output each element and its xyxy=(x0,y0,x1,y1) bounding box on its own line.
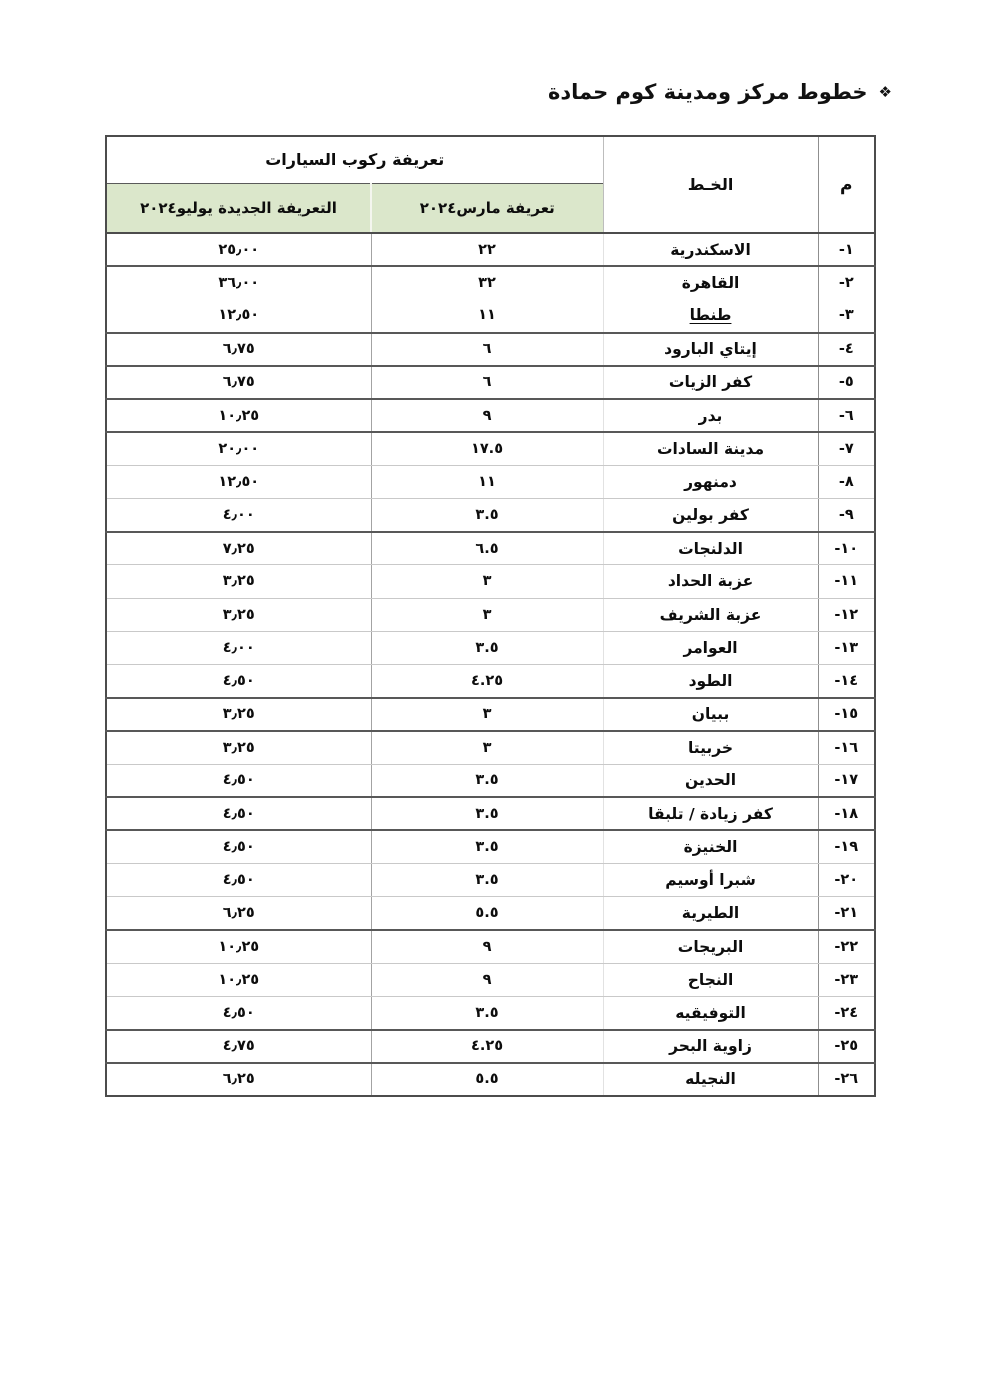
line-name-cell: مدينة السادات xyxy=(603,432,818,465)
table-row xyxy=(106,333,875,366)
table-row xyxy=(106,366,875,399)
table-row xyxy=(106,565,875,598)
july-fare-cell: ٣٫٢٥ xyxy=(106,731,371,764)
col-header-number: م xyxy=(818,136,875,233)
diamond-bullet-icon: ❖ xyxy=(878,82,892,101)
march-fare-cell: ١٧.٥ xyxy=(371,432,603,465)
row-number-cell: -٣ xyxy=(818,299,875,332)
page-title-text: خطوط مركز ومدينة كوم حمادة xyxy=(547,80,868,104)
march-fare-cell: ٢٢ xyxy=(371,233,603,266)
july-fare-cell: ٢٥٫٠٠ xyxy=(106,233,371,266)
july-fare-cell: ٣٫٢٥ xyxy=(106,565,371,598)
row-number-cell: -١٢ xyxy=(818,598,875,631)
table-row xyxy=(106,1030,875,1063)
table-row xyxy=(106,266,875,299)
line-name-cell: القاهرة xyxy=(603,266,818,299)
row-number-cell: -١٣ xyxy=(818,631,875,664)
march-fare-cell: ٤.٢٥ xyxy=(371,1030,603,1063)
line-name-cell: الطيرية xyxy=(603,897,818,930)
july-fare-cell: ١٢٫٥٠ xyxy=(106,465,371,498)
july-fare-cell: ٤٫٠٠ xyxy=(106,631,371,664)
row-number-cell: -٦ xyxy=(818,399,875,432)
table-row xyxy=(106,432,875,465)
march-fare-cell: ٣.٥ xyxy=(371,764,603,797)
table-row xyxy=(106,764,875,797)
row-number-cell: -٢٦ xyxy=(818,1063,875,1096)
col-header-line: الخـط xyxy=(603,136,818,233)
july-fare-cell: ٤٫٥٠ xyxy=(106,830,371,863)
row-number-cell: -١١ xyxy=(818,565,875,598)
row-number-cell: -١٨ xyxy=(818,797,875,830)
fare-table-header xyxy=(106,136,875,233)
march-fare-cell: ٣ xyxy=(371,598,603,631)
line-name-cell: الطود xyxy=(603,664,818,697)
march-fare-cell: ٩ xyxy=(371,963,603,996)
line-name-cell: خربيتا xyxy=(603,731,818,764)
row-number-cell: -٢ xyxy=(818,266,875,299)
line-name-cell: كفر زيادة / تلبقا xyxy=(603,797,818,830)
july-fare-cell: ١٠٫٢٥ xyxy=(106,399,371,432)
line-name-cell: ببيان xyxy=(603,698,818,731)
row-number-cell: -١٧ xyxy=(818,764,875,797)
row-number-cell: -١٠ xyxy=(818,532,875,565)
line-name-cell: دمنهور xyxy=(603,465,818,498)
table-row xyxy=(106,499,875,532)
line-name-cell: كفر بولين xyxy=(603,499,818,532)
march-fare-cell: ٤.٢٥ xyxy=(371,664,603,697)
row-number-cell: -٢٢ xyxy=(818,930,875,963)
line-name-cell: شبرا أوسيم xyxy=(603,864,818,897)
line-name-cell: النجاح xyxy=(603,963,818,996)
july-fare-cell: ٤٫٥٠ xyxy=(106,996,371,1029)
row-number-cell: -٧ xyxy=(818,432,875,465)
col-header-march-2024: تعريفة مارس٢٠٢٤ xyxy=(371,183,603,233)
row-number-cell: -١٥ xyxy=(818,698,875,731)
march-fare-cell: ٦ xyxy=(371,333,603,366)
table-row xyxy=(106,1063,875,1096)
fare-table-body xyxy=(106,233,875,1096)
header-row-1 xyxy=(106,136,875,183)
table-row xyxy=(106,996,875,1029)
july-fare-cell: ٤٫٥٠ xyxy=(106,664,371,697)
march-fare-cell: ٣٢ xyxy=(371,266,603,299)
july-fare-cell: ٢٠٫٠٠ xyxy=(106,432,371,465)
page-title xyxy=(548,80,892,104)
march-fare-cell: ٥.٥ xyxy=(371,897,603,930)
july-fare-cell: ٦٫٢٥ xyxy=(222,1071,255,1088)
line-name-cell: الحدين xyxy=(603,764,818,797)
march-fare-cell: ٣ xyxy=(371,698,603,731)
march-fare-cell: ٣.٥ xyxy=(371,499,603,532)
row-number-cell: -١ xyxy=(818,233,875,266)
july-fare-cell: ١٠٫٢٥ xyxy=(106,963,371,996)
march-fare-cell: ٣ xyxy=(371,565,603,598)
row-number-cell: -٥ xyxy=(818,366,875,399)
july-fare-cell: ٦٫٧٥ xyxy=(106,333,371,366)
table-row xyxy=(106,299,875,332)
line-name-cell: الدلنجات xyxy=(603,532,818,565)
march-fare-cell: ٩ xyxy=(371,930,603,963)
table-row xyxy=(106,233,875,266)
march-fare-cell: ١١ xyxy=(371,465,603,498)
row-number-cell: -٢٤ xyxy=(818,996,875,1029)
july-fare-cell: ٦٫٧٥ xyxy=(106,366,371,399)
table-row xyxy=(106,731,875,764)
table-row xyxy=(106,698,875,731)
july-fare-cell: ٤٫٥٠ xyxy=(106,864,371,897)
row-number-cell: -٤ xyxy=(818,333,875,366)
july-fare-cell: ٦٫٢٥ xyxy=(106,897,371,930)
march-fare-cell: ٣.٥ xyxy=(371,631,603,664)
table-row xyxy=(106,963,875,996)
table-row xyxy=(106,532,875,565)
table-row xyxy=(106,930,875,963)
line-name-cell: عزبة الحداد xyxy=(603,565,818,598)
march-fare-cell: ٣.٥ xyxy=(371,830,603,863)
row-number-cell: -٢٣ xyxy=(818,963,875,996)
july-fare-cell: ٣٫٢٥ xyxy=(106,698,371,731)
table-row xyxy=(106,897,875,930)
line-name-cell: البريجات xyxy=(603,930,818,963)
line-name-cell: زاوية البحر xyxy=(603,1030,818,1063)
row-number-cell: -٩ xyxy=(818,499,875,532)
row-number-cell: -٨ xyxy=(818,465,875,498)
march-fare-cell: ٥.٥ xyxy=(371,1063,603,1096)
july-fare-cell: ٣٫٢٥ xyxy=(106,598,371,631)
table-row xyxy=(106,797,875,830)
row-number-cell: -٢١ xyxy=(818,897,875,930)
july-fare-cell: ٤٫٠٠ xyxy=(106,499,371,532)
july-fare-cell: ١٠٫٢٥ xyxy=(106,930,371,963)
row-number-cell: -١٦ xyxy=(818,731,875,764)
line-name-cell: التوفيقيه xyxy=(603,996,818,1029)
table-row xyxy=(106,465,875,498)
line-name-cell: النجيله xyxy=(603,1063,818,1096)
row-number-cell: -١٩ xyxy=(818,830,875,863)
march-fare-cell: ٣.٥ xyxy=(371,797,603,830)
line-name-cell: عزبة الشريف xyxy=(603,598,818,631)
july-fare-cell: ٤٫٧٥ xyxy=(106,1030,371,1063)
july-fare-cell: ١٢٫٥٠ xyxy=(106,299,371,332)
july-fare-cell: ٧٫٢٥ xyxy=(106,532,371,565)
table-row xyxy=(106,399,875,432)
table-row xyxy=(106,830,875,863)
fare-table xyxy=(105,135,876,1097)
line-name-cell: كفر الزيات xyxy=(603,366,818,399)
row-number-cell: -٢٠ xyxy=(818,864,875,897)
march-fare-cell: ٦.٥ xyxy=(371,532,603,565)
table-row xyxy=(106,664,875,697)
line-name-cell: الاسكندرية xyxy=(603,233,818,266)
march-fare-cell: ٣.٥ xyxy=(371,864,603,897)
col-header-fare-group: تعريفة ركوب السيارات xyxy=(106,136,603,183)
march-fare-cell: ٩ xyxy=(371,399,603,432)
line-name-cell: إيتاي البارود xyxy=(603,333,818,366)
line-name-cell: بدر xyxy=(603,399,818,432)
march-fare-cell: ٣.٥ xyxy=(371,996,603,1029)
line-name-cell: طنطا xyxy=(603,299,818,332)
col-header-july-2024: التعريفة الجديدة يوليو٢٠٢٤ xyxy=(106,183,371,233)
table-row xyxy=(106,864,875,897)
row-number-cell: -١٤ xyxy=(818,664,875,697)
line-name-cell: الخنيزة xyxy=(603,830,818,863)
july-fare-cell: ٤٫٥٠ xyxy=(106,764,371,797)
march-fare-cell: ٦ xyxy=(371,366,603,399)
table-row xyxy=(106,631,875,664)
march-fare-cell: ١١ xyxy=(371,299,603,332)
july-fare-cell: ٤٫٥٠ xyxy=(106,797,371,830)
line-name-cell: العوامر xyxy=(603,631,818,664)
march-fare-cell: ٣ xyxy=(371,731,603,764)
row-number-cell: -٢٥ xyxy=(818,1030,875,1063)
table-row xyxy=(106,598,875,631)
july-fare-cell: ٣٦٫٠٠ xyxy=(218,275,260,292)
